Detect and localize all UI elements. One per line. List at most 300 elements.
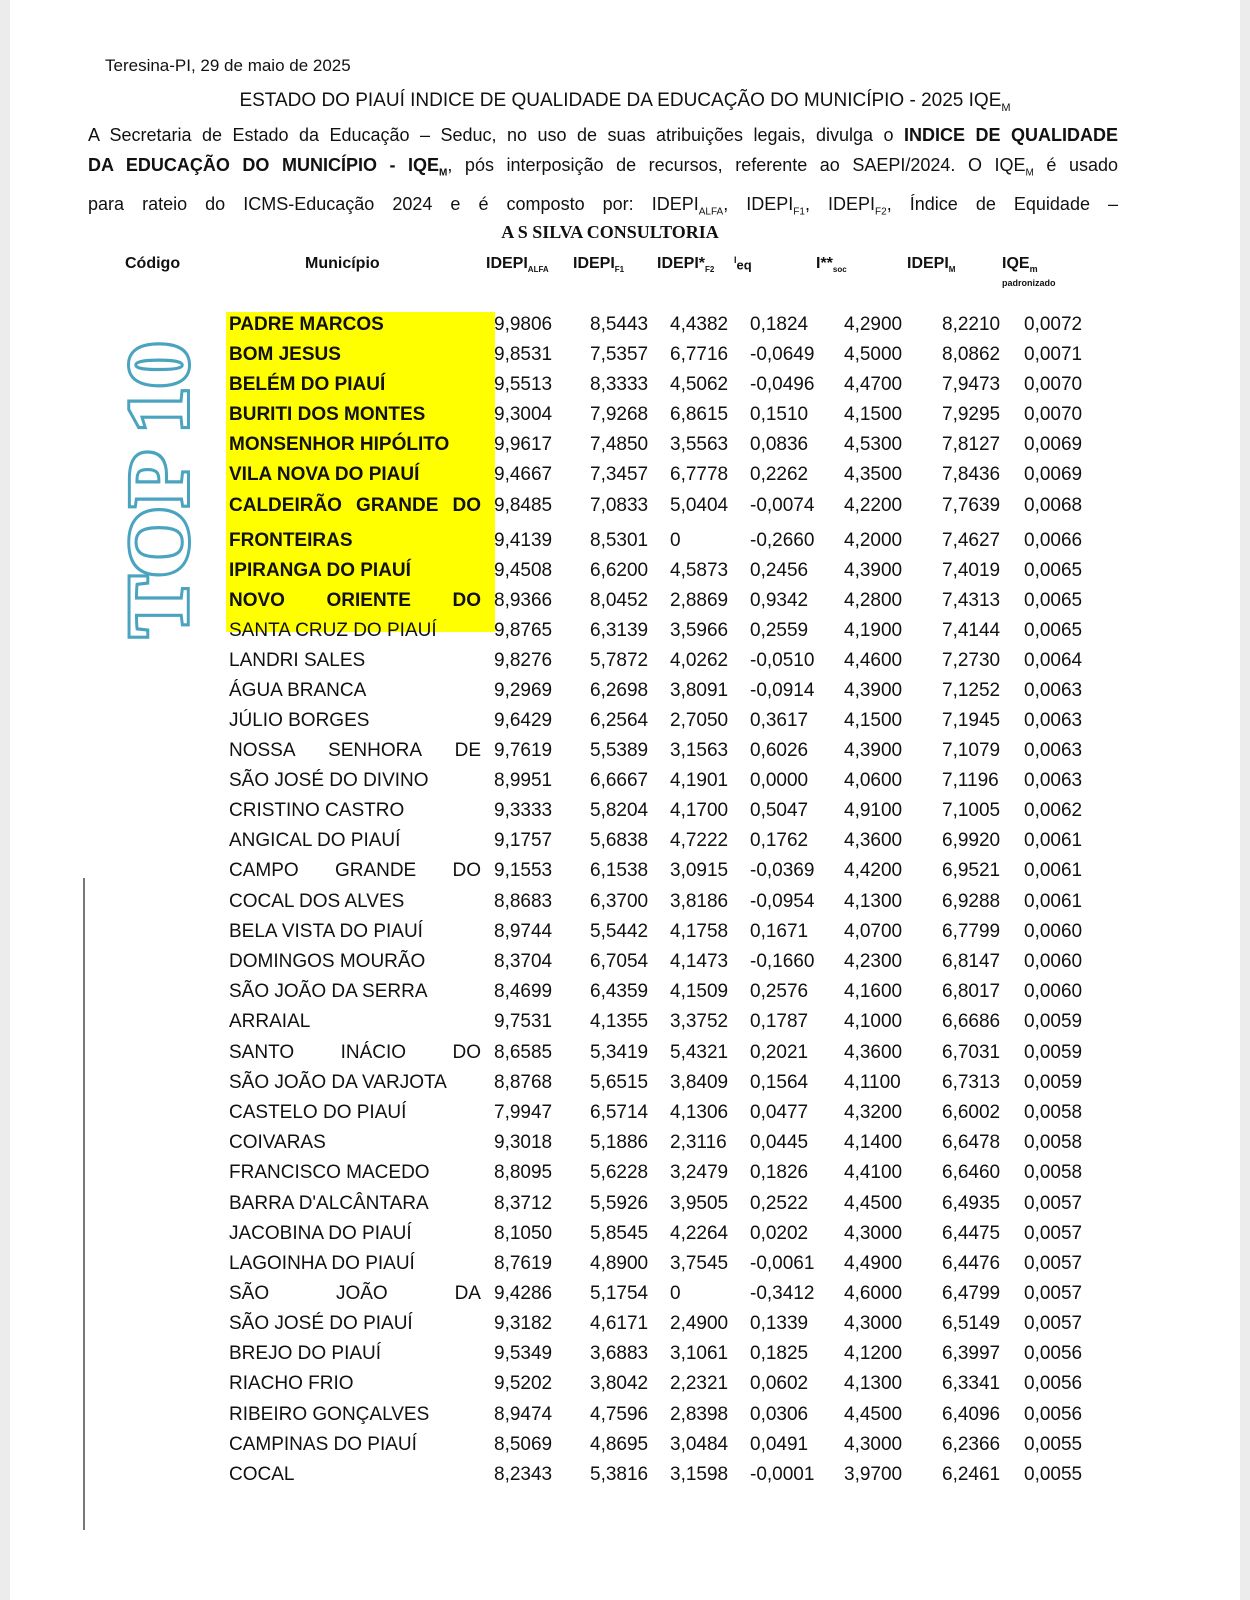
header-iqe: $IQE_m$ padronizado xyxy=(1002,255,1056,289)
value-cell: 6,8017 xyxy=(942,981,1001,1002)
table-row xyxy=(10,495,1240,525)
value-cell: 7,4313 xyxy=(942,590,1001,611)
value-cell: 4,2200 xyxy=(844,495,903,516)
table-row xyxy=(10,710,1240,740)
date-line: Teresina-PI, 29 de maio de 2025 xyxy=(105,56,351,75)
value-cell: 8,1050 xyxy=(494,1223,553,1244)
top10-text: TOP 10 xyxy=(110,359,206,637)
value-cell: 6,1538 xyxy=(590,860,649,881)
value-cell: 4,4900 xyxy=(844,1253,903,1274)
value-cell: 4,1300 xyxy=(844,1373,903,1394)
value-cell: 0,0057 xyxy=(1024,1223,1083,1244)
value-cell: 8,5069 xyxy=(494,1434,553,1455)
value-cell: 8,5443 xyxy=(590,314,649,335)
value-cell: -0,0496 xyxy=(750,374,815,395)
value-cell: 4,3000 xyxy=(844,1313,903,1334)
municipio-cell: CRISTINO CASTRO xyxy=(229,800,405,821)
consultoria-caption: A S SILVA CONSULTORIA xyxy=(501,222,719,242)
table-row xyxy=(10,1162,1240,1192)
value-cell: 0,0059 xyxy=(1024,1072,1083,1093)
value-cell: 0,0069 xyxy=(1024,464,1083,485)
value-cell: 9,5202 xyxy=(494,1373,553,1394)
table-row xyxy=(10,891,1240,921)
value-cell: 0,2456 xyxy=(750,560,809,581)
value-cell: 6,8615 xyxy=(670,404,729,425)
value-cell: 0,0060 xyxy=(1024,921,1083,942)
table-row xyxy=(10,1313,1240,1343)
municipio-cell: CASTELO DO PIAUÍ xyxy=(229,1102,407,1123)
table-row xyxy=(10,860,1240,890)
value-cell: 4,2000 xyxy=(844,530,903,551)
municipio-cell: COCAL xyxy=(229,1464,295,1485)
value-cell: 0,2522 xyxy=(750,1193,809,1214)
value-cell: 9,5513 xyxy=(494,374,553,395)
value-cell: -0,3412 xyxy=(750,1283,815,1304)
value-cell: 0,0055 xyxy=(1024,1464,1083,1485)
value-cell: 0,0064 xyxy=(1024,650,1083,671)
value-cell: 7,8436 xyxy=(942,464,1001,485)
value-cell: 7,1945 xyxy=(942,710,1001,731)
value-cell: -0,0061 xyxy=(750,1253,815,1274)
value-cell: 7,7639 xyxy=(942,495,1001,516)
value-cell: 7,5357 xyxy=(590,344,649,365)
value-cell: 4,3900 xyxy=(844,560,903,581)
value-cell: 0,0058 xyxy=(1024,1132,1083,1153)
table-row xyxy=(10,770,1240,800)
value-cell: 6,3139 xyxy=(590,620,649,641)
value-cell: 0,1826 xyxy=(750,1162,809,1183)
table-row xyxy=(10,1464,1240,1494)
municipio-cell: SÃO JOÃO DA xyxy=(229,1283,481,1304)
value-cell: 2,3116 xyxy=(670,1132,727,1153)
value-cell: 9,6429 xyxy=(494,710,553,731)
table-row xyxy=(10,464,1240,494)
value-cell: 0,0065 xyxy=(1024,590,1083,611)
value-cell: 4,1355 xyxy=(590,1011,649,1032)
value-cell: -0,0074 xyxy=(750,495,815,516)
table-row xyxy=(10,560,1240,590)
value-cell: 0,0306 xyxy=(750,1404,809,1425)
value-cell: 6,4476 xyxy=(942,1253,1001,1274)
value-cell: 0,1824 xyxy=(750,314,809,335)
value-cell: 0 xyxy=(670,530,681,551)
table-row xyxy=(10,830,1240,860)
municipio-cell: ÁGUA BRANCA xyxy=(229,680,367,701)
municipio-cell: ANGICAL DO PIAUÍ xyxy=(229,830,401,851)
value-cell: 7,2730 xyxy=(942,650,1001,671)
value-cell: 7,0833 xyxy=(590,495,649,516)
header-idepi-f2: $IDEPI*_{F2}$ xyxy=(657,255,715,275)
value-cell: 4,3900 xyxy=(844,740,903,761)
table-row xyxy=(10,620,1240,650)
value-cell: 7,1252 xyxy=(942,680,1001,701)
municipio-cell: CALDEIRÃO GRANDE DO xyxy=(229,495,481,516)
value-cell: 9,8531 xyxy=(494,344,553,365)
value-cell: 0,0057 xyxy=(1024,1253,1083,1274)
value-cell: 4,3000 xyxy=(844,1223,903,1244)
value-cell: 6,7031 xyxy=(942,1042,1001,1063)
value-cell: 5,1886 xyxy=(590,1132,649,1153)
value-cell: 9,8276 xyxy=(494,650,553,671)
value-cell: 5,3816 xyxy=(590,1464,649,1485)
value-cell: 3,7545 xyxy=(670,1253,729,1274)
municipio-cell: CAMPO GRANDE DO xyxy=(229,860,481,881)
municipio-cell: BREJO DO PIAUÍ xyxy=(229,1343,382,1364)
value-cell: 0,0058 xyxy=(1024,1162,1083,1183)
value-cell: 2,7050 xyxy=(670,710,729,731)
table-row xyxy=(10,1343,1240,1373)
value-cell: 4,4500 xyxy=(844,1193,903,1214)
value-cell: 8,4699 xyxy=(494,981,553,1002)
municipio-cell: DOMINGOS MOURÃO xyxy=(229,951,426,972)
value-cell: 7,9473 xyxy=(942,374,1001,395)
value-cell: 0,0060 xyxy=(1024,951,1083,972)
value-cell: 0,1510 xyxy=(750,404,809,425)
value-cell: 4,0700 xyxy=(844,921,903,942)
value-cell: 6,5149 xyxy=(942,1313,1001,1334)
value-cell: 6,7778 xyxy=(670,464,729,485)
value-cell: 0,2576 xyxy=(750,981,809,1002)
value-cell: 5,3419 xyxy=(590,1042,649,1063)
value-cell: 6,4475 xyxy=(942,1223,1001,1244)
value-cell: 6,8147 xyxy=(942,951,1001,972)
value-cell: 6,4096 xyxy=(942,1404,1001,1425)
value-cell: 7,9947 xyxy=(494,1102,553,1123)
value-cell: 9,1757 xyxy=(494,830,553,851)
value-cell: 4,1400 xyxy=(844,1132,903,1153)
value-cell: 6,7054 xyxy=(590,951,649,972)
value-cell: 0,1339 xyxy=(750,1313,809,1334)
header-isoc: $I**_{soc}$ xyxy=(816,255,847,275)
value-cell: 3,8186 xyxy=(670,891,729,912)
value-cell: 3,3752 xyxy=(670,1011,729,1032)
table-row xyxy=(10,314,1240,344)
value-cell: 0,0069 xyxy=(1024,434,1083,455)
value-cell: 8,9474 xyxy=(494,1404,553,1425)
value-cell: 0,2021 xyxy=(750,1042,809,1063)
table-row xyxy=(10,1223,1240,1253)
value-cell: 8,8095 xyxy=(494,1162,553,1183)
value-cell: 9,4508 xyxy=(494,560,553,581)
table-row xyxy=(10,1434,1240,1464)
table-row xyxy=(10,951,1240,981)
municipio-cell: RIBEIRO GONÇALVES xyxy=(229,1404,430,1425)
value-cell: 4,5000 xyxy=(844,344,903,365)
value-cell: 0,0063 xyxy=(1024,740,1083,761)
municipio-cell: COCAL DOS ALVES xyxy=(229,891,405,912)
table-row xyxy=(10,1011,1240,1041)
value-cell: 4,3200 xyxy=(844,1102,903,1123)
municipio-cell: NOVO ORIENTE DO xyxy=(229,590,481,611)
value-cell: 4,1700 xyxy=(670,800,729,821)
value-cell: 0,0062 xyxy=(1024,800,1083,821)
table-row xyxy=(10,680,1240,710)
value-cell: 3,0915 xyxy=(670,860,729,881)
municipio-cell: IPIRANGA DO PIAUÍ xyxy=(229,560,411,581)
municipio-cell: MONSENHOR HIPÓLITO xyxy=(229,434,450,455)
value-cell: 9,5349 xyxy=(494,1343,553,1364)
value-cell: 0,0065 xyxy=(1024,620,1083,641)
value-cell: -0,2660 xyxy=(750,530,815,551)
value-cell: 0,0061 xyxy=(1024,891,1083,912)
table-row xyxy=(10,1193,1240,1223)
table-row xyxy=(10,590,1240,620)
value-cell: 9,2969 xyxy=(494,680,553,701)
value-cell: 4,6000 xyxy=(844,1283,903,1304)
value-cell: 4,1901 xyxy=(670,770,729,791)
table-row xyxy=(10,344,1240,374)
value-cell: 9,4286 xyxy=(494,1283,553,1304)
value-cell: 3,9505 xyxy=(670,1193,729,1214)
municipio-cell: BOM JESUS xyxy=(229,344,341,365)
value-cell: 9,4139 xyxy=(494,530,553,551)
value-cell: 8,3712 xyxy=(494,1193,553,1214)
value-cell: 7,4627 xyxy=(942,530,1001,551)
value-cell: 0,0477 xyxy=(750,1102,809,1123)
value-cell: 4,4382 xyxy=(670,314,729,335)
value-cell: 4,4600 xyxy=(844,650,903,671)
value-cell: 9,9617 xyxy=(494,434,553,455)
value-cell: 6,2366 xyxy=(942,1434,1001,1455)
value-cell: 3,8091 xyxy=(670,680,729,701)
municipio-cell: ARRAIAL xyxy=(229,1011,311,1032)
municipio-cell: VILA NOVA DO PIAUÍ xyxy=(229,464,420,485)
municipio-cell: SANTA CRUZ DO PIAUÍ xyxy=(229,620,437,641)
value-cell: 8,3704 xyxy=(494,951,553,972)
municipio-cell: LAGOINHA DO PIAUÍ xyxy=(229,1253,415,1274)
municipio-cell: BELA VISTA DO PIAUÍ xyxy=(229,921,423,942)
value-cell: 4,6171 xyxy=(590,1313,649,1334)
value-cell: 8,9744 xyxy=(494,921,553,942)
value-cell: 4,3600 xyxy=(844,830,903,851)
value-cell: 4,8900 xyxy=(590,1253,649,1274)
value-cell: -0,0649 xyxy=(750,344,815,365)
value-cell: -0,1660 xyxy=(750,951,815,972)
value-cell: -0,0510 xyxy=(750,650,815,671)
municipio-cell: FRANCISCO MACEDO xyxy=(229,1162,430,1183)
value-cell: 4,1473 xyxy=(670,951,729,972)
table-row xyxy=(10,1404,1240,1434)
value-cell: 5,8545 xyxy=(590,1223,649,1244)
value-cell: 3,1563 xyxy=(670,740,729,761)
value-cell: 6,3997 xyxy=(942,1343,1001,1364)
value-cell: 6,2564 xyxy=(590,710,649,731)
value-cell: 0,0057 xyxy=(1024,1313,1083,1334)
table-row xyxy=(10,650,1240,680)
value-cell: 6,4359 xyxy=(590,981,649,1002)
value-cell: 4,1509 xyxy=(670,981,729,1002)
value-cell: 5,0404 xyxy=(670,495,729,516)
value-cell: 0,0071 xyxy=(1024,344,1083,365)
value-cell: 0,0065 xyxy=(1024,560,1083,581)
value-cell: 4,1100 xyxy=(844,1072,901,1093)
value-cell: 0,1671 xyxy=(750,921,809,942)
value-cell: 4,3900 xyxy=(844,680,903,701)
value-cell: 3,8409 xyxy=(670,1072,729,1093)
value-cell: 5,4321 xyxy=(670,1042,729,1063)
value-cell: 8,8768 xyxy=(494,1072,553,1093)
value-cell: 8,7619 xyxy=(494,1253,553,1274)
value-cell: 8,3333 xyxy=(590,374,649,395)
municipio-cell: LANDRI SALES xyxy=(229,650,366,671)
value-cell: 4,1900 xyxy=(844,620,903,641)
value-cell: 8,0862 xyxy=(942,344,1001,365)
value-cell: 6,3341 xyxy=(942,1373,1001,1394)
value-cell: 4,2300 xyxy=(844,951,903,972)
value-cell: 9,7619 xyxy=(494,740,553,761)
value-cell: 4,3500 xyxy=(844,464,903,485)
value-cell: 0,0057 xyxy=(1024,1193,1083,1214)
value-cell: 6,4935 xyxy=(942,1193,1001,1214)
value-cell: 4,2900 xyxy=(844,314,903,335)
value-cell: 0,6026 xyxy=(750,740,809,761)
value-cell: 9,1553 xyxy=(494,860,553,881)
municipio-cell: FRONTEIRAS xyxy=(229,530,353,551)
intro-paragraph: A Secretaria de Estado da Educação – Seduc, no uso de suas atribuições legais, divulga o INDICE DE QUALIDADE DA EDUCAÇÃO DO MUNICÍPIO - $IQE_M$, pós interposição de recursos, referente ao SAEPI/2024. O $IQE_M$ é usado para rateio do ICMS-Educação 2024 e é composto por: $IDEPI_{ALFA}$, $IDEPI_{F1}$, $IDEPI_{F2}$, Índice de Equidade – xyxy=(88,125,1119,218)
municipio-cell: BURITI DOS MONTES xyxy=(229,404,426,425)
value-cell: 8,9951 xyxy=(494,770,553,791)
header-idepi-m: $IDEPI_M$ xyxy=(907,255,956,275)
value-cell: 9,7531 xyxy=(494,1011,553,1032)
value-cell: -0,0369 xyxy=(750,860,815,881)
table-row xyxy=(10,1132,1240,1162)
value-cell: 5,8204 xyxy=(590,800,649,821)
value-cell: 4,4500 xyxy=(844,1404,903,1425)
table-row xyxy=(10,434,1240,464)
value-cell: 4,1600 xyxy=(844,981,903,1002)
document-title: ESTADO DO PIAUÍ INDICE DE QUALIDADE DA EDUCAÇÃO DO MUNICÍPIO - 2025 $IQE_M$ xyxy=(239,90,1011,114)
value-cell: 9,3182 xyxy=(494,1313,553,1334)
table-row xyxy=(10,800,1240,830)
value-cell: 0,3617 xyxy=(750,710,809,731)
value-cell: 3,0484 xyxy=(670,1434,729,1455)
value-cell: 0,0059 xyxy=(1024,1042,1083,1063)
value-cell: 7,1005 xyxy=(942,800,1001,821)
value-cell: 0,0056 xyxy=(1024,1343,1083,1364)
municipio-cell: SÃO JOSÉ DO PIAUÍ xyxy=(229,1313,413,1334)
value-cell: 9,3018 xyxy=(494,1132,553,1153)
table-row xyxy=(10,1102,1240,1132)
header-municipio: Município xyxy=(305,255,380,272)
value-cell: 6,5714 xyxy=(590,1102,649,1123)
table-row xyxy=(10,530,1240,560)
value-cell: 0,2559 xyxy=(750,620,809,641)
value-cell: 4,4200 xyxy=(844,860,903,881)
value-cell: 4,2264 xyxy=(670,1223,729,1244)
municipio-cell: SÃO JOÃO DA VARJOTA xyxy=(229,1072,447,1093)
municipio-cell: SÃO JOÃO DA SERRA xyxy=(229,981,428,1002)
value-cell: 8,2210 xyxy=(942,314,1001,335)
value-cell: 0,0072 xyxy=(1024,314,1083,335)
value-cell: 0,0836 xyxy=(750,434,809,455)
value-cell: 3,8042 xyxy=(590,1373,649,1394)
table-row xyxy=(10,981,1240,1011)
value-cell: 3,5563 xyxy=(670,434,729,455)
value-cell: 6,6002 xyxy=(942,1102,1001,1123)
header-idepi-f1: $IDEPI_{F1}$ xyxy=(573,255,625,275)
value-cell: 8,5301 xyxy=(590,530,649,551)
value-cell: 6,6686 xyxy=(942,1011,1001,1032)
value-cell: 4,4700 xyxy=(844,374,903,395)
table-row xyxy=(10,1042,1240,1072)
value-cell: 0,0063 xyxy=(1024,710,1083,731)
value-cell: 9,8765 xyxy=(494,620,553,641)
value-cell: 0,0061 xyxy=(1024,860,1083,881)
value-cell: 5,5442 xyxy=(590,921,649,942)
value-cell: 4,1758 xyxy=(670,921,729,942)
value-cell: 6,9288 xyxy=(942,891,1001,912)
value-cell: 4,4100 xyxy=(844,1162,903,1183)
municipio-cell: RIACHO FRIO xyxy=(229,1373,354,1394)
value-cell: 4,1500 xyxy=(844,710,903,731)
header-idepi-alfa: $IDEPI_{ALFA}$ xyxy=(486,255,549,275)
value-cell: 0,1825 xyxy=(750,1343,809,1364)
value-cell: 4,7596 xyxy=(590,1404,649,1425)
value-cell: 7,1079 xyxy=(942,740,1001,761)
value-cell: 0,0055 xyxy=(1024,1434,1083,1455)
value-cell: 6,6460 xyxy=(942,1162,1001,1183)
table-row xyxy=(10,1072,1240,1102)
municipio-cell: PADRE MARCOS xyxy=(229,314,384,335)
value-cell: 0 xyxy=(670,1283,681,1304)
value-cell: 6,6200 xyxy=(590,560,649,581)
value-cell: 0,0068 xyxy=(1024,495,1083,516)
value-cell: 0,0060 xyxy=(1024,981,1083,1002)
value-cell: 3,5966 xyxy=(670,620,729,641)
value-cell: 7,1196 xyxy=(942,770,999,791)
value-cell: 0,5047 xyxy=(750,800,809,821)
value-cell: 0,1762 xyxy=(750,830,809,851)
value-cell: 9,4667 xyxy=(494,464,553,485)
value-cell: 0,2262 xyxy=(750,464,809,485)
value-cell: -0,0954 xyxy=(750,891,815,912)
municipio-cell: JACOBINA DO PIAUÍ xyxy=(229,1223,412,1244)
value-cell: 6,6478 xyxy=(942,1132,1001,1153)
value-cell: 7,4019 xyxy=(942,560,1001,581)
value-cell: 0,0070 xyxy=(1024,404,1083,425)
value-cell: 4,1000 xyxy=(844,1011,903,1032)
municipio-cell: SÃO JOSÉ DO DIVINO xyxy=(229,770,429,791)
value-cell: 0,1787 xyxy=(750,1011,809,1032)
value-cell: 9,3004 xyxy=(494,404,553,425)
value-cell: 3,1598 xyxy=(670,1464,729,1485)
value-cell: 5,6838 xyxy=(590,830,649,851)
value-cell: 7,4144 xyxy=(942,620,1001,641)
value-cell: 9,9806 xyxy=(494,314,553,335)
value-cell: 0,0056 xyxy=(1024,1404,1083,1425)
value-cell: 6,2461 xyxy=(942,1464,1001,1485)
value-cell: 0,0057 xyxy=(1024,1283,1083,1304)
value-cell: 3,2479 xyxy=(670,1162,729,1183)
value-cell: 6,3700 xyxy=(590,891,649,912)
value-cell: 4,2800 xyxy=(844,590,903,611)
value-cell: 2,8869 xyxy=(670,590,729,611)
value-cell: 5,7872 xyxy=(590,650,649,671)
value-cell: 0,0491 xyxy=(750,1434,809,1455)
value-cell: 6,9920 xyxy=(942,830,1001,851)
value-cell: 0,0000 xyxy=(750,770,809,791)
value-cell: 2,2321 xyxy=(670,1373,729,1394)
value-cell: 7,9295 xyxy=(942,404,1001,425)
value-cell: 3,1061 xyxy=(670,1343,729,1364)
value-cell: 0,0445 xyxy=(750,1132,809,1153)
value-cell: 0,0058 xyxy=(1024,1102,1083,1123)
value-cell: 4,1500 xyxy=(844,404,903,425)
value-cell: 4,1200 xyxy=(844,1343,903,1364)
value-cell: 0,0070 xyxy=(1024,374,1083,395)
value-cell: 5,5926 xyxy=(590,1193,649,1214)
value-cell: 4,7222 xyxy=(670,830,729,851)
